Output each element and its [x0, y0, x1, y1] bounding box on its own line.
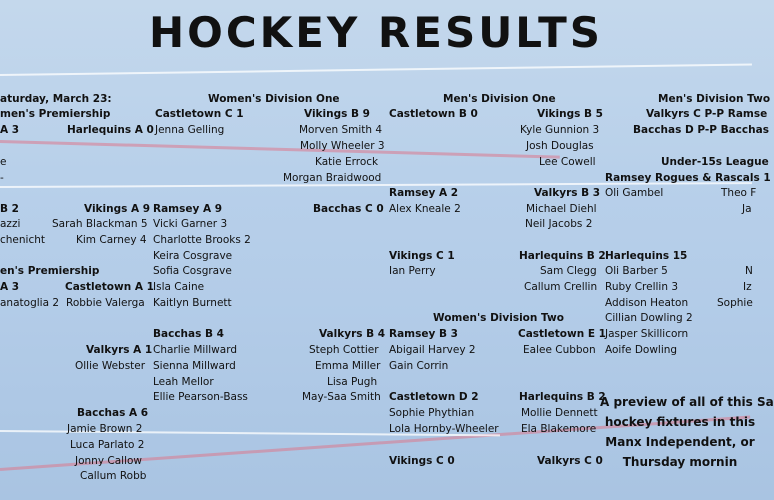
section-heading: Under-15s League — [661, 156, 769, 168]
scorer: Jasper Skillicorn — [605, 328, 689, 340]
scorer: Sam Clegg — [540, 265, 597, 277]
scorer: Ian Perry — [389, 265, 436, 277]
section-heading: Women's Division Two — [433, 312, 564, 324]
scorer: Sophie Phythian — [389, 407, 475, 419]
scorer: Isla Caine — [153, 281, 205, 293]
team-score: Vikings B 9 — [304, 108, 370, 120]
team-score: Valkyrs B 4 — [319, 328, 386, 340]
team-score: Ramsey A 9 — [153, 203, 223, 215]
team-score: B 2 — [0, 203, 19, 215]
team-score: Ramsey Rogues & Rascals 1 — [605, 172, 771, 184]
page-title: HOCKEY RESULTS — [148, 8, 604, 57]
section-heading: men's Premiership — [0, 108, 111, 120]
team-score: Harlequins B 2 — [519, 391, 606, 403]
section-heading: en's Premiership — [0, 265, 100, 277]
scorer: Callum Robb — [80, 470, 147, 482]
scorer: e — [0, 156, 7, 168]
scorer: Ruby Crellin 3 — [605, 281, 678, 293]
scorer: azzi — [0, 218, 21, 230]
scorer: May-Saa Smith — [302, 391, 381, 403]
team-score: A 3 — [0, 281, 20, 293]
scorer: Charlotte Brooks 2 — [153, 234, 251, 246]
section-heading: Men's Division Two — [658, 93, 771, 105]
scorer: Addison Heaton — [605, 297, 689, 309]
scorer: Lisa Pugh — [327, 376, 378, 388]
scorer: Morven Smith 4 — [299, 124, 383, 136]
team-score: Valkyrs C P-P Ramse — [646, 108, 768, 120]
scorer: Steph Cottier — [309, 344, 379, 356]
scorer: Charlie Millward — [153, 344, 237, 356]
scorer: Lola Hornby-Wheeler — [389, 423, 499, 435]
scorer: Neil Jacobs 2 — [525, 218, 593, 230]
scorer: Leah Mellor — [153, 376, 214, 388]
scorer: Vicki Garner 3 — [153, 218, 228, 230]
scorer: Luca Parlato 2 — [70, 439, 145, 451]
scorer: Sofia Cosgrave — [153, 265, 232, 277]
team-score: Castletown A 1 — [65, 281, 154, 293]
scorer: Sophie — [717, 297, 753, 309]
team-score: Castletown E 1 — [518, 328, 606, 340]
scorer: Ollie Webster — [75, 360, 146, 372]
scorer: Jonny Callow — [75, 455, 142, 467]
team-score: Vikings B 5 — [537, 108, 603, 120]
scorer: Robbie Valerga — [66, 297, 145, 309]
team-score: Vikings C 1 — [389, 250, 455, 262]
scorer: Ellie Pearson-Bass — [153, 391, 248, 403]
scorer: Sarah Blackman 5 — [52, 218, 148, 230]
ice-streak-red — [0, 140, 560, 159]
scorer: Ja — [742, 203, 752, 215]
team-score: Castletown C 1 — [155, 108, 244, 120]
scorer: Lee Cowell — [539, 156, 596, 168]
preview-line: hockey fixtures in this — [604, 415, 756, 429]
team-score: Ramsey B 3 — [389, 328, 458, 340]
scorer: Keira Cosgrave — [153, 250, 233, 262]
section-heading: Men's Division One — [443, 93, 556, 105]
scorer: Theo F — [721, 187, 757, 199]
team-score: Bacchas D P-P Bacchas — [633, 124, 769, 136]
scorer: Katie Errock — [315, 156, 379, 168]
preview-note — [600, 392, 774, 472]
team-score: Harlequins 15 — [605, 250, 688, 262]
scorer: Emma Miller — [315, 360, 381, 372]
scorer: Aoife Dowling — [605, 344, 678, 356]
scorer: Oli Gambel — [605, 187, 664, 199]
preview-line: A preview of all of this Sa — [600, 395, 774, 409]
date-heading: aturday, March 23: — [0, 93, 112, 105]
scorer: chenicht — [0, 234, 46, 246]
team-score: Bacchas C 0 — [313, 203, 384, 215]
team-score: Castletown B 0 — [389, 108, 478, 120]
team-score: Harlequins A 0 — [67, 124, 154, 136]
preview-line: Thursday mornin — [622, 455, 738, 469]
scorer: Ealee Cubbon — [523, 344, 596, 356]
team-score: Valkyrs A 1 — [86, 344, 153, 356]
scorer: Cillian Dowling 2 — [605, 312, 693, 324]
team-score: Valkyrs B 3 — [534, 187, 601, 199]
scorer: Mollie Dennett — [521, 407, 598, 419]
scorer: Abigail Harvey 2 — [389, 344, 476, 356]
scorer: Iz — [743, 281, 752, 293]
scorer: Kyle Gunnion 3 — [520, 124, 600, 136]
scorer: Kim Carney 4 — [76, 234, 147, 246]
scorer: Sienna Millward — [153, 360, 236, 372]
scorer: Kaitlyn Burnett — [153, 297, 232, 309]
scorer: Michael Diehl — [526, 203, 597, 215]
scorer: Josh Douglas — [526, 140, 594, 152]
ice-streak — [0, 64, 752, 76]
section-heading: Women's Division One — [208, 93, 340, 105]
team-score: Valkyrs C 0 — [537, 455, 603, 467]
team-score: Vikings C 0 — [389, 455, 455, 467]
team-score: Bacchas B 4 — [153, 328, 224, 340]
scorer: Jenna Gelling — [155, 124, 225, 136]
scorer: Gain Corrin — [389, 360, 449, 372]
scorer: N — [745, 265, 753, 277]
team-score: Ramsey A 2 — [389, 187, 459, 199]
scorer: Oli Barber 5 — [605, 265, 668, 277]
team-score: Bacchas A 6 — [77, 407, 149, 419]
team-score: Vikings A 9 — [84, 203, 151, 215]
scorer: - — [0, 172, 4, 184]
preview-line: Manx Independent, or — [605, 435, 755, 449]
scorer: Morgan Braidwood — [283, 172, 382, 184]
team-score: Harlequins B 2 — [519, 250, 606, 262]
scorer: Jamie Brown 2 — [67, 423, 143, 435]
team-score: Castletown D 2 — [389, 391, 479, 403]
team-score: A 3 — [0, 124, 20, 136]
scorer: Molly Wheeler 3 — [300, 140, 385, 152]
scorer: Alex Kneale 2 — [389, 203, 461, 215]
scorer: anatoglia 2 — [0, 297, 60, 309]
scorer: Callum Crellin — [524, 281, 598, 293]
scorer: Ela Blakemore — [521, 423, 597, 435]
